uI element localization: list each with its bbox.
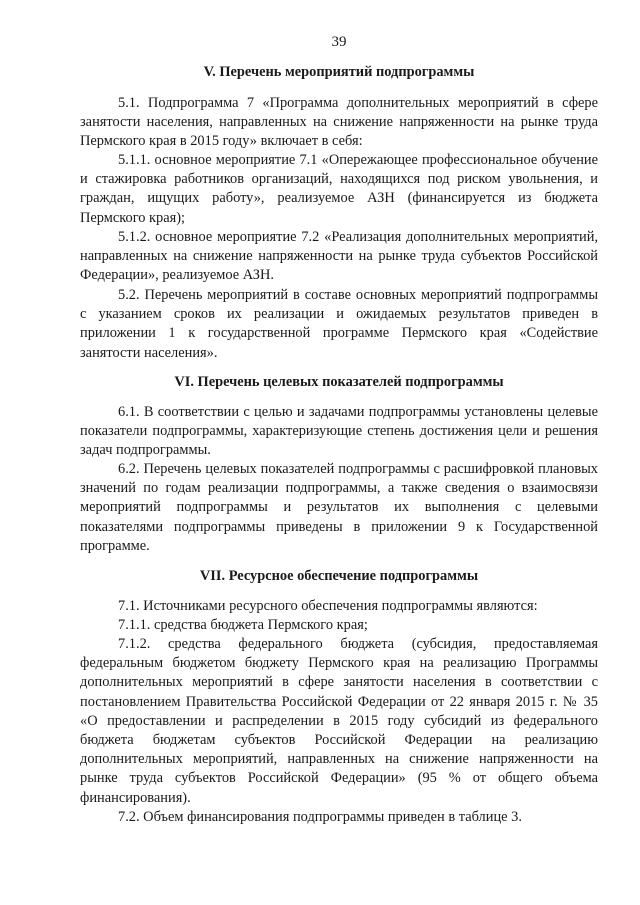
paragraph-5-1-1: 5.1.1. основное мероприятие 7.1 «Опережающее профессиональное обучение и стажировка работников организаций, находящихся под риском увольнения, и граждан, ищущих работу», реализуемое АЗН (финансируется из бюджета Пермского края);	[80, 152, 598, 226]
paragraph-7-2: 7.2. Объем финансирования подпрограммы приведен в таблице 3.	[118, 809, 522, 825]
paragraph-5-2: 5.2. Перечень мероприятий в составе основных мероприятий подпрограммы с указанием сроков их реализации и ожидаемых результатов приведен в приложении 1 к государственной программе Пермского края «Содействие занятости населения».	[80, 287, 598, 361]
section-heading-vii: VII. Ресурсное обеспечение подпрограммы	[199, 568, 479, 584]
paragraph-6-1: 6.1. В соответствии с целью и задачами подпрограммы установлены целевые показатели подпрограммы, характеризующие степень достижения цели и решения задач подпрограммы.	[80, 404, 598, 459]
paragraph-5-1: 5.1. Подпрограмма 7 «Программа дополнительных мероприятий в сфере занятости населения, направленных на снижение напряженности на рынке труда Пермского края в 2015 году» включает в себя:	[80, 95, 598, 150]
paragraph-7-1-1: 7.1.1. средства бюджета Пермского края;	[118, 617, 368, 633]
section-heading-v: V. Перечень мероприятий подпрограммы	[203, 64, 475, 80]
paragraph-7-1-2: 7.1.2. средства федерального бюджета (субсидия, предоставляемая федеральным бюджетом бюджету Пермского края на реализацию Программы дополнительных мероприятий в сфере занятости населения в соответствии с постановлением Правительства Российской Федерации от 22 января 2015 г. № 35 «О предоставлении и распределении в 2015 году субсидий из федерального бюджета бюджетам субъектов Российской Федерации на реализацию дополнительных мероприятий, направленных на снижение напряженности на рынке труда субъектов Российской Федерации» (95 % от общего объема финансирования).	[80, 636, 598, 806]
paragraph-6-2: 6.2. Перечень целевых показателей подпрограммы с расшифровкой плановых значений по годам реализации подпрограммы, а также сведения о взаимосвязи мероприятий подпрограммы и результатов их выполнения с целевыми показателями подпрограммы приведены в приложении 9 к Государственной программе.	[80, 461, 598, 554]
section-heading-vi: VI. Перечень целевых показателей подпрограммы	[174, 374, 504, 390]
document-page	[80, 0, 598, 905]
page-number: 39	[331, 34, 347, 50]
paragraph-5-1-2: 5.1.2. основное мероприятие 7.2 «Реализация дополнительных мероприятий, направленных на снижение напряженности на рынке труда субъектов Российской Федерации», реализуемое АЗН.	[80, 229, 598, 284]
paragraph-7-1: 7.1. Источниками ресурсного обеспечения подпрограммы являются:	[118, 598, 538, 614]
